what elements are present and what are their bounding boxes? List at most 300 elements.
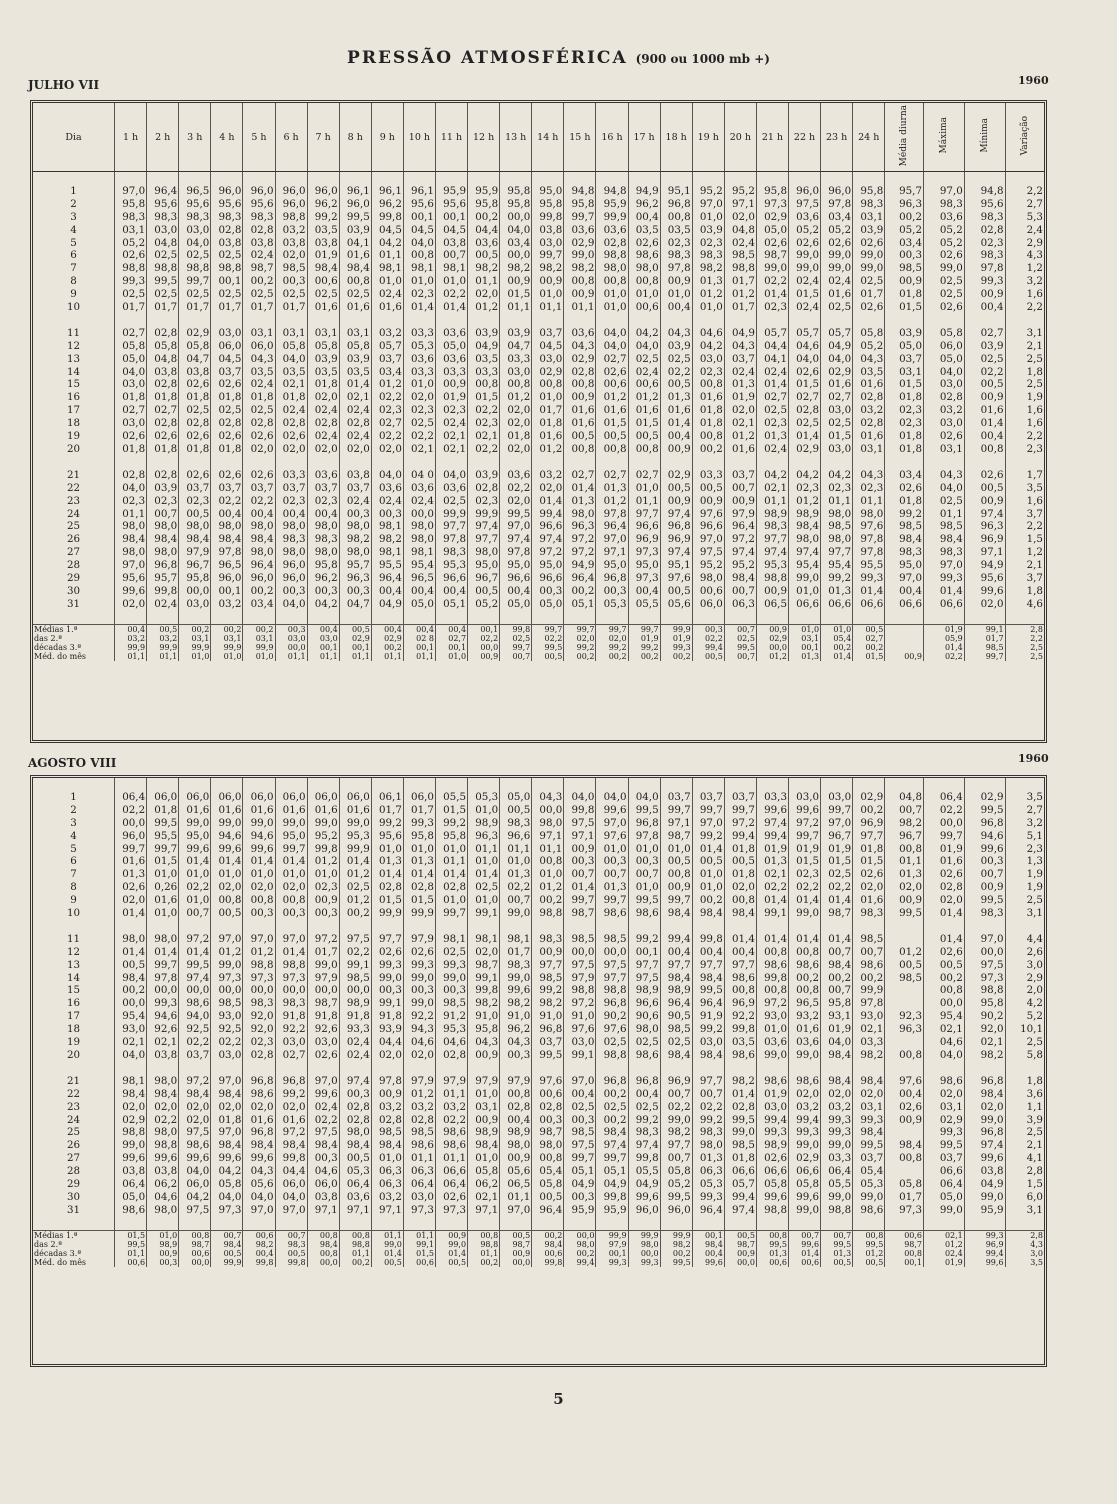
value-cell: 02,0 — [500, 417, 532, 430]
value-cell: 00,5 — [964, 482, 1005, 495]
value-cell: 95,3 — [435, 559, 467, 572]
value-cell: 99,0 — [964, 1191, 1005, 1204]
value-cell: 98,7 — [821, 907, 853, 920]
value-cell: 96,0 — [243, 572, 275, 585]
value-cell: 00,3 — [339, 1088, 371, 1101]
spacer-cell — [924, 456, 965, 469]
value-cell: 96,7 — [179, 559, 211, 572]
value-cell: 98,0 — [147, 1126, 179, 1139]
value-cell: 00,4 — [564, 1088, 596, 1101]
table-row — [33, 804, 1044, 817]
value-cell: 02,8 — [964, 224, 1005, 237]
value-cell: 96,9 — [660, 1075, 692, 1088]
value-cell: 03,6 — [403, 353, 435, 366]
value-cell: 01,0 — [211, 868, 243, 881]
value-cell: 02,8 — [403, 1114, 435, 1127]
spacer-cell — [692, 1062, 724, 1075]
value-cell: 01,7 — [179, 301, 211, 314]
value-cell: 98,0 — [339, 546, 371, 559]
value-cell: 05,2 — [821, 224, 853, 237]
value-cell: 95,1 — [660, 559, 692, 572]
value-cell: 00,0 — [924, 997, 965, 1010]
value-cell: 99,5 — [147, 817, 179, 830]
value-cell: 02,8 — [339, 417, 371, 430]
value-cell: 03,8 — [307, 237, 339, 250]
value-cell: 00,5 — [115, 959, 147, 972]
value-cell: 00,9 — [468, 1114, 500, 1127]
value-cell: 03,2 — [853, 404, 885, 417]
value-cell: 3,7 — [1005, 508, 1044, 521]
value-cell: 06,2 — [468, 1178, 500, 1191]
value-cell: 02,5 — [821, 417, 853, 430]
value-cell: 98,4 — [339, 262, 371, 275]
value-cell: 97,4 — [660, 508, 692, 521]
value-cell: 97,6 — [885, 1075, 924, 1088]
day-cell: 5 — [70, 842, 77, 855]
value-cell: 00,4 — [964, 430, 1005, 443]
value-cell: 98,1 — [500, 933, 532, 946]
table-row — [33, 495, 1044, 508]
value-cell: 96,8 — [596, 572, 628, 585]
spacer-cell — [339, 778, 371, 791]
value-cell: 03,4 — [500, 237, 532, 250]
value-cell: 99,7 — [115, 843, 147, 856]
value-cell: 92,5 — [211, 1023, 243, 1036]
value-cell: 02,5 — [211, 288, 243, 301]
summary-cell: 99,4 — [964, 1249, 1005, 1258]
value-cell: 97,3 — [275, 972, 307, 985]
value-cell: 92,6 — [147, 1023, 179, 1036]
spacer-cell — [371, 1062, 403, 1075]
value-cell: 3,2 — [1005, 275, 1044, 288]
table-row — [33, 1010, 1044, 1023]
value-cell: 4,4 — [1005, 933, 1044, 946]
spacer-cell — [307, 920, 339, 933]
value-cell: 00,8 — [403, 249, 435, 262]
value-cell: 00,9 — [724, 495, 756, 508]
value-cell: 03,4 — [243, 598, 275, 611]
summary-label: décadas 3.ª — [34, 642, 82, 652]
header-media — [885, 103, 924, 172]
value-cell: 03,1 — [853, 1101, 885, 1114]
value-cell: 05,3 — [853, 1178, 885, 1191]
value-cell: 02,3 — [660, 237, 692, 250]
value-cell: 01,0 — [179, 894, 211, 907]
value-cell: 98,0 — [596, 262, 628, 275]
value-cell: 03,6 — [435, 482, 467, 495]
spacer-cell — [789, 172, 821, 185]
value-cell: 99,6 — [179, 843, 211, 856]
value-cell: 00,3 — [403, 984, 435, 997]
value-cell: 95,9 — [596, 1204, 628, 1217]
value-cell: 96,6 — [628, 520, 660, 533]
value-cell: 03,6 — [756, 1036, 788, 1049]
value-cell: 04,6 — [789, 340, 821, 353]
value-cell: 00,5 — [500, 804, 532, 817]
value-cell: 00,2 — [853, 972, 885, 985]
value-cell: 98,3 — [853, 907, 885, 920]
value-cell: 98,4 — [147, 1088, 179, 1101]
value-cell: 02,3 — [821, 482, 853, 495]
value-cell: 01,0 — [532, 391, 564, 404]
summary-cell: 99,9 — [660, 624, 692, 634]
value-cell: 02,0 — [853, 881, 885, 894]
value-cell: 02,4 — [339, 404, 371, 417]
value-cell: 02,0 — [243, 881, 275, 894]
value-cell: 1,9 — [1005, 868, 1044, 881]
value-cell: 03,0 — [179, 598, 211, 611]
value-cell: 02,6 — [115, 881, 147, 894]
value-cell: 01,1 — [500, 301, 532, 314]
summary-cell: 00,5 — [211, 1249, 243, 1258]
value-cell: 02,9 — [532, 366, 564, 379]
value-cell: 97,6 — [692, 508, 724, 521]
spacer-cell — [596, 314, 628, 327]
value-cell: 98,3 — [628, 1126, 660, 1139]
spacer-cell — [211, 778, 243, 791]
value-cell: 06,0 — [339, 791, 371, 804]
summary-cell: 99,0 — [435, 1240, 467, 1249]
spacer-cell — [853, 611, 885, 624]
summary-cell: 99,5 — [660, 1258, 692, 1267]
value-cell: 98,4 — [371, 1139, 403, 1152]
value-cell: 00,3 — [339, 585, 371, 598]
value-cell: 03,3 — [821, 1152, 853, 1165]
spacer-cell — [724, 1062, 756, 1075]
value-cell: 01,8 — [885, 430, 924, 443]
value-cell: 00,1 — [211, 275, 243, 288]
value-cell: 99,7 — [179, 275, 211, 288]
value-cell: 04,7 — [179, 353, 211, 366]
value-cell: 95,5 — [371, 559, 403, 572]
value-cell: 99,0 — [789, 1204, 821, 1217]
value-cell: 05,8 — [275, 340, 307, 353]
spacer-cell — [275, 1217, 307, 1230]
value-cell: 95,8 — [307, 559, 339, 572]
value-cell: 00,2 — [885, 211, 924, 224]
value-cell: 98,2 — [468, 997, 500, 1010]
table-row — [33, 249, 1044, 262]
value-cell: 00,5 — [179, 508, 211, 521]
value-cell: 98,5 — [532, 972, 564, 985]
value-cell: 02,6 — [885, 1101, 924, 1114]
value-cell: 03,2 — [924, 404, 965, 417]
spacer-cell — [115, 172, 147, 185]
value-cell: 95,6 — [179, 198, 211, 211]
value-cell: 96,5 — [179, 185, 211, 198]
value-cell: 94,0 — [179, 1010, 211, 1023]
value-cell: 02,1 — [115, 1036, 147, 1049]
table-row — [33, 417, 1044, 430]
value-cell: 99,5 — [692, 984, 724, 997]
value-cell: 95,6 — [147, 198, 179, 211]
value-cell: 97,0 — [500, 1204, 532, 1217]
value-cell: 99,8 — [596, 1191, 628, 1204]
summary-cell: 00,5 — [147, 624, 179, 634]
value-cell: 00,4 — [371, 585, 403, 598]
value-cell: 01,5 — [853, 855, 885, 868]
value-cell: 01,7 — [243, 301, 275, 314]
value-cell: 01,4 — [789, 894, 821, 907]
spacer-cell — [243, 778, 275, 791]
value-cell: 98,4 — [692, 972, 724, 985]
value-cell: 97,4 — [596, 1139, 628, 1152]
value-cell: 98,0 — [853, 508, 885, 521]
summary-cell: 99,2 — [596, 643, 628, 652]
value-cell: 01,7 — [500, 946, 532, 959]
value-cell: 98,7 — [532, 1126, 564, 1139]
spacer-cell — [147, 456, 179, 469]
value-cell: 05,0 — [500, 791, 532, 804]
value-cell: 98,4 — [243, 1139, 275, 1152]
value-cell: 03,3 — [403, 327, 435, 340]
value-cell: 02,3 — [756, 417, 788, 430]
value-cell: 04,0 — [371, 469, 403, 482]
value-cell: 05,0 — [115, 1191, 147, 1204]
value-cell: 01,0 — [596, 301, 628, 314]
value-cell: 06,0 — [692, 598, 724, 611]
value-cell: 01,5 — [596, 417, 628, 430]
value-cell: 04,3 — [243, 1165, 275, 1178]
value-cell: 02,1 — [339, 391, 371, 404]
value-cell: 06,0 — [275, 791, 307, 804]
value-cell: 01,6 — [339, 249, 371, 262]
value-cell: 97,5 — [339, 933, 371, 946]
value-cell: 96,0 — [628, 1204, 660, 1217]
value-cell: 02,3 — [692, 237, 724, 250]
value-cell: 01,0 — [692, 881, 724, 894]
value-cell: 95,3 — [756, 559, 788, 572]
day-cell: 3 — [70, 816, 77, 829]
value-cell: 02,5 — [179, 288, 211, 301]
spacer-cell — [115, 456, 147, 469]
value-cell: 98,0 — [692, 1139, 724, 1152]
value-cell: 02,2 — [435, 1114, 467, 1127]
value-cell: 03,3 — [692, 469, 724, 482]
summary-cell: 02,5 — [724, 634, 756, 643]
value-cell: 00,4 — [964, 301, 1005, 314]
value-cell: 99,5 — [660, 1191, 692, 1204]
value-cell: 02,2 — [756, 881, 788, 894]
value-cell: 05,7 — [724, 1178, 756, 1191]
value-cell: 02,2 — [500, 482, 532, 495]
value-cell: 01,0 — [371, 1152, 403, 1165]
value-cell: 04,7 — [339, 598, 371, 611]
table-row — [33, 868, 1044, 881]
value-cell: 91,2 — [435, 1010, 467, 1023]
value-cell: 03,7 — [275, 482, 307, 495]
value-cell: 01,4 — [275, 946, 307, 959]
value-cell: 02,0 — [821, 1088, 853, 1101]
value-cell: 98,0 — [147, 1204, 179, 1217]
value-cell: 06,0 — [307, 791, 339, 804]
value-cell: 04,0 — [435, 469, 467, 482]
value-cell: 90,5 — [660, 1010, 692, 1023]
summary-cell: 2,8 — [1005, 624, 1044, 634]
value-cell: 05,3 — [468, 791, 500, 804]
table-row — [33, 855, 1044, 868]
value-cell: 97,4 — [724, 546, 756, 559]
spacer-cell — [756, 1062, 788, 1075]
spacer-cell — [468, 611, 500, 624]
summary-cell: 02,9 — [339, 634, 371, 643]
value-cell: 98,8 — [821, 1204, 853, 1217]
value-cell: 99,8 — [692, 933, 724, 946]
value-cell: 03,2 — [371, 1191, 403, 1204]
value-cell: 97,6 — [532, 1075, 564, 1088]
value-cell: 00,0 — [307, 984, 339, 997]
value-cell: 3,0 — [1005, 959, 1044, 972]
value-cell: 97,4 — [964, 1139, 1005, 1152]
value-cell: 95,5 — [853, 559, 885, 572]
july-label: JULHO VII — [28, 78, 100, 92]
day-cell: 4 — [70, 223, 77, 236]
spacer-cell — [724, 778, 756, 791]
value-cell: 05,1 — [596, 1165, 628, 1178]
value-cell: 02,8 — [339, 1101, 371, 1114]
spacer-cell — [243, 456, 275, 469]
value-cell: 05,4 — [532, 1165, 564, 1178]
table-row — [33, 198, 1044, 211]
spacer-cell — [179, 456, 211, 469]
value-cell: 97,7 — [628, 959, 660, 972]
value-cell: 00,0 — [275, 984, 307, 997]
value-cell: 02,0 — [724, 404, 756, 417]
value-cell: 99,0 — [821, 262, 853, 275]
value-cell: 02,3 — [435, 404, 467, 417]
summary-cell: 99,3 — [964, 1230, 1005, 1240]
summary-cell: 01,0 — [179, 652, 211, 661]
day-cell: 6 — [70, 249, 77, 262]
value-cell: 01,3 — [821, 585, 853, 598]
value-cell: 03,9 — [307, 353, 339, 366]
value-cell: 98,4 — [596, 1126, 628, 1139]
value-cell: 00,4 — [307, 508, 339, 521]
value-cell: 95,0 — [596, 559, 628, 572]
value-cell: 00,9 — [885, 1114, 924, 1127]
value-cell: 01,4 — [756, 894, 788, 907]
value-cell: 95,0 — [275, 830, 307, 843]
value-cell: 92,0 — [243, 1010, 275, 1023]
value-cell: 99,7 — [789, 830, 821, 843]
summary-cell: 01,3 — [821, 1249, 853, 1258]
header-hour: 19 h — [692, 103, 724, 172]
value-cell: 2,2 — [1005, 520, 1044, 533]
value-cell: 00,5 — [660, 482, 692, 495]
value-cell: 98,1 — [435, 262, 467, 275]
value-cell: 3,5 — [1005, 791, 1044, 804]
spacer-cell — [692, 778, 724, 791]
value-cell: 02,8 — [789, 404, 821, 417]
value-cell: 98,4 — [115, 972, 147, 985]
value-cell: 98,9 — [756, 508, 788, 521]
summary-cell: 00,5 — [853, 1258, 885, 1267]
value-cell: 99,1 — [564, 1049, 596, 1062]
value-cell: 05,7 — [821, 327, 853, 340]
value-cell: 95,8 — [532, 198, 564, 211]
spacer-cell — [660, 172, 692, 185]
value-cell: 99,7 — [564, 1152, 596, 1165]
spacer-cell — [924, 778, 965, 791]
value-cell: 02,7 — [628, 469, 660, 482]
value-cell: 05,8 — [756, 1178, 788, 1191]
summary-cell: 99,4 — [692, 643, 724, 652]
value-cell: 04,0 — [789, 353, 821, 366]
value-cell: 06,0 — [403, 791, 435, 804]
value-cell: 98,8 — [115, 1126, 147, 1139]
value-cell: 98,0 — [243, 520, 275, 533]
summary-cell: 98,4 — [307, 1240, 339, 1249]
day-cell: 29 — [66, 572, 81, 585]
day-cell: 18 — [66, 1023, 81, 1036]
value-cell: 00,0 — [243, 984, 275, 997]
value-cell: 98,1 — [468, 933, 500, 946]
value-cell: 97,4 — [179, 972, 211, 985]
value-cell: 96,0 — [211, 572, 243, 585]
value-cell: 01,5 — [821, 430, 853, 443]
value-cell: 02,0 — [924, 1088, 965, 1101]
value-cell: 02,3 — [756, 301, 788, 314]
value-cell: 02,5 — [660, 353, 692, 366]
value-cell: 02,0 — [371, 443, 403, 456]
value-cell: 02,7 — [789, 391, 821, 404]
value-cell: 02,0 — [275, 249, 307, 262]
value-cell: 02,0 — [468, 946, 500, 959]
spacer-cell — [692, 1217, 724, 1230]
value-cell: 98,2 — [500, 997, 532, 1010]
value-cell: 94,6 — [211, 830, 243, 843]
value-cell: 00,9 — [692, 495, 724, 508]
spacer-cell — [564, 314, 596, 327]
summary-cell: 02,9 — [371, 634, 403, 643]
value-cell: 97,8 — [500, 546, 532, 559]
summary-cell: 00,2 — [532, 1230, 564, 1240]
summary-cell: 01,0 — [211, 652, 243, 661]
value-cell: 97,0 — [275, 933, 307, 946]
value-cell: 95,8 — [115, 198, 147, 211]
value-cell: 00,2 — [596, 1114, 628, 1127]
value-cell: 04,3 — [500, 1036, 532, 1049]
value-cell: 95,2 — [692, 185, 724, 198]
value-cell: 04,2 — [371, 237, 403, 250]
value-cell: 98,3 — [964, 249, 1005, 262]
value-cell: 02,1 — [275, 378, 307, 391]
value-cell: 01,9 — [756, 1088, 788, 1101]
value-cell: 99,6 — [147, 1152, 179, 1165]
value-cell: 00,4 — [211, 508, 243, 521]
value-cell: 03,8 — [147, 1049, 179, 1062]
day-cell: 14 — [66, 365, 81, 378]
value-cell: 99,6 — [243, 843, 275, 856]
value-cell: 01,8 — [885, 495, 924, 508]
value-cell: 96,4 — [371, 572, 403, 585]
value-cell: 02,6 — [756, 1152, 788, 1165]
value-cell: 98,6 — [789, 1075, 821, 1088]
value-cell: 03,2 — [435, 1101, 467, 1114]
summary-cell: 00,5 — [724, 1230, 756, 1240]
value-cell: 95,6 — [964, 198, 1005, 211]
header-hour: 10 h — [403, 103, 435, 172]
value-cell: 91,9 — [692, 1010, 724, 1023]
value-cell: 96,8 — [243, 1075, 275, 1088]
value-cell: 03,1 — [275, 327, 307, 340]
value-cell: 98,1 — [403, 262, 435, 275]
value-cell: 01,3 — [692, 1152, 724, 1165]
value-cell: 96,8 — [243, 1126, 275, 1139]
value-cell: 98,0 — [500, 1139, 532, 1152]
spacer-cell — [532, 1217, 564, 1230]
value-cell: 99,0 — [564, 249, 596, 262]
